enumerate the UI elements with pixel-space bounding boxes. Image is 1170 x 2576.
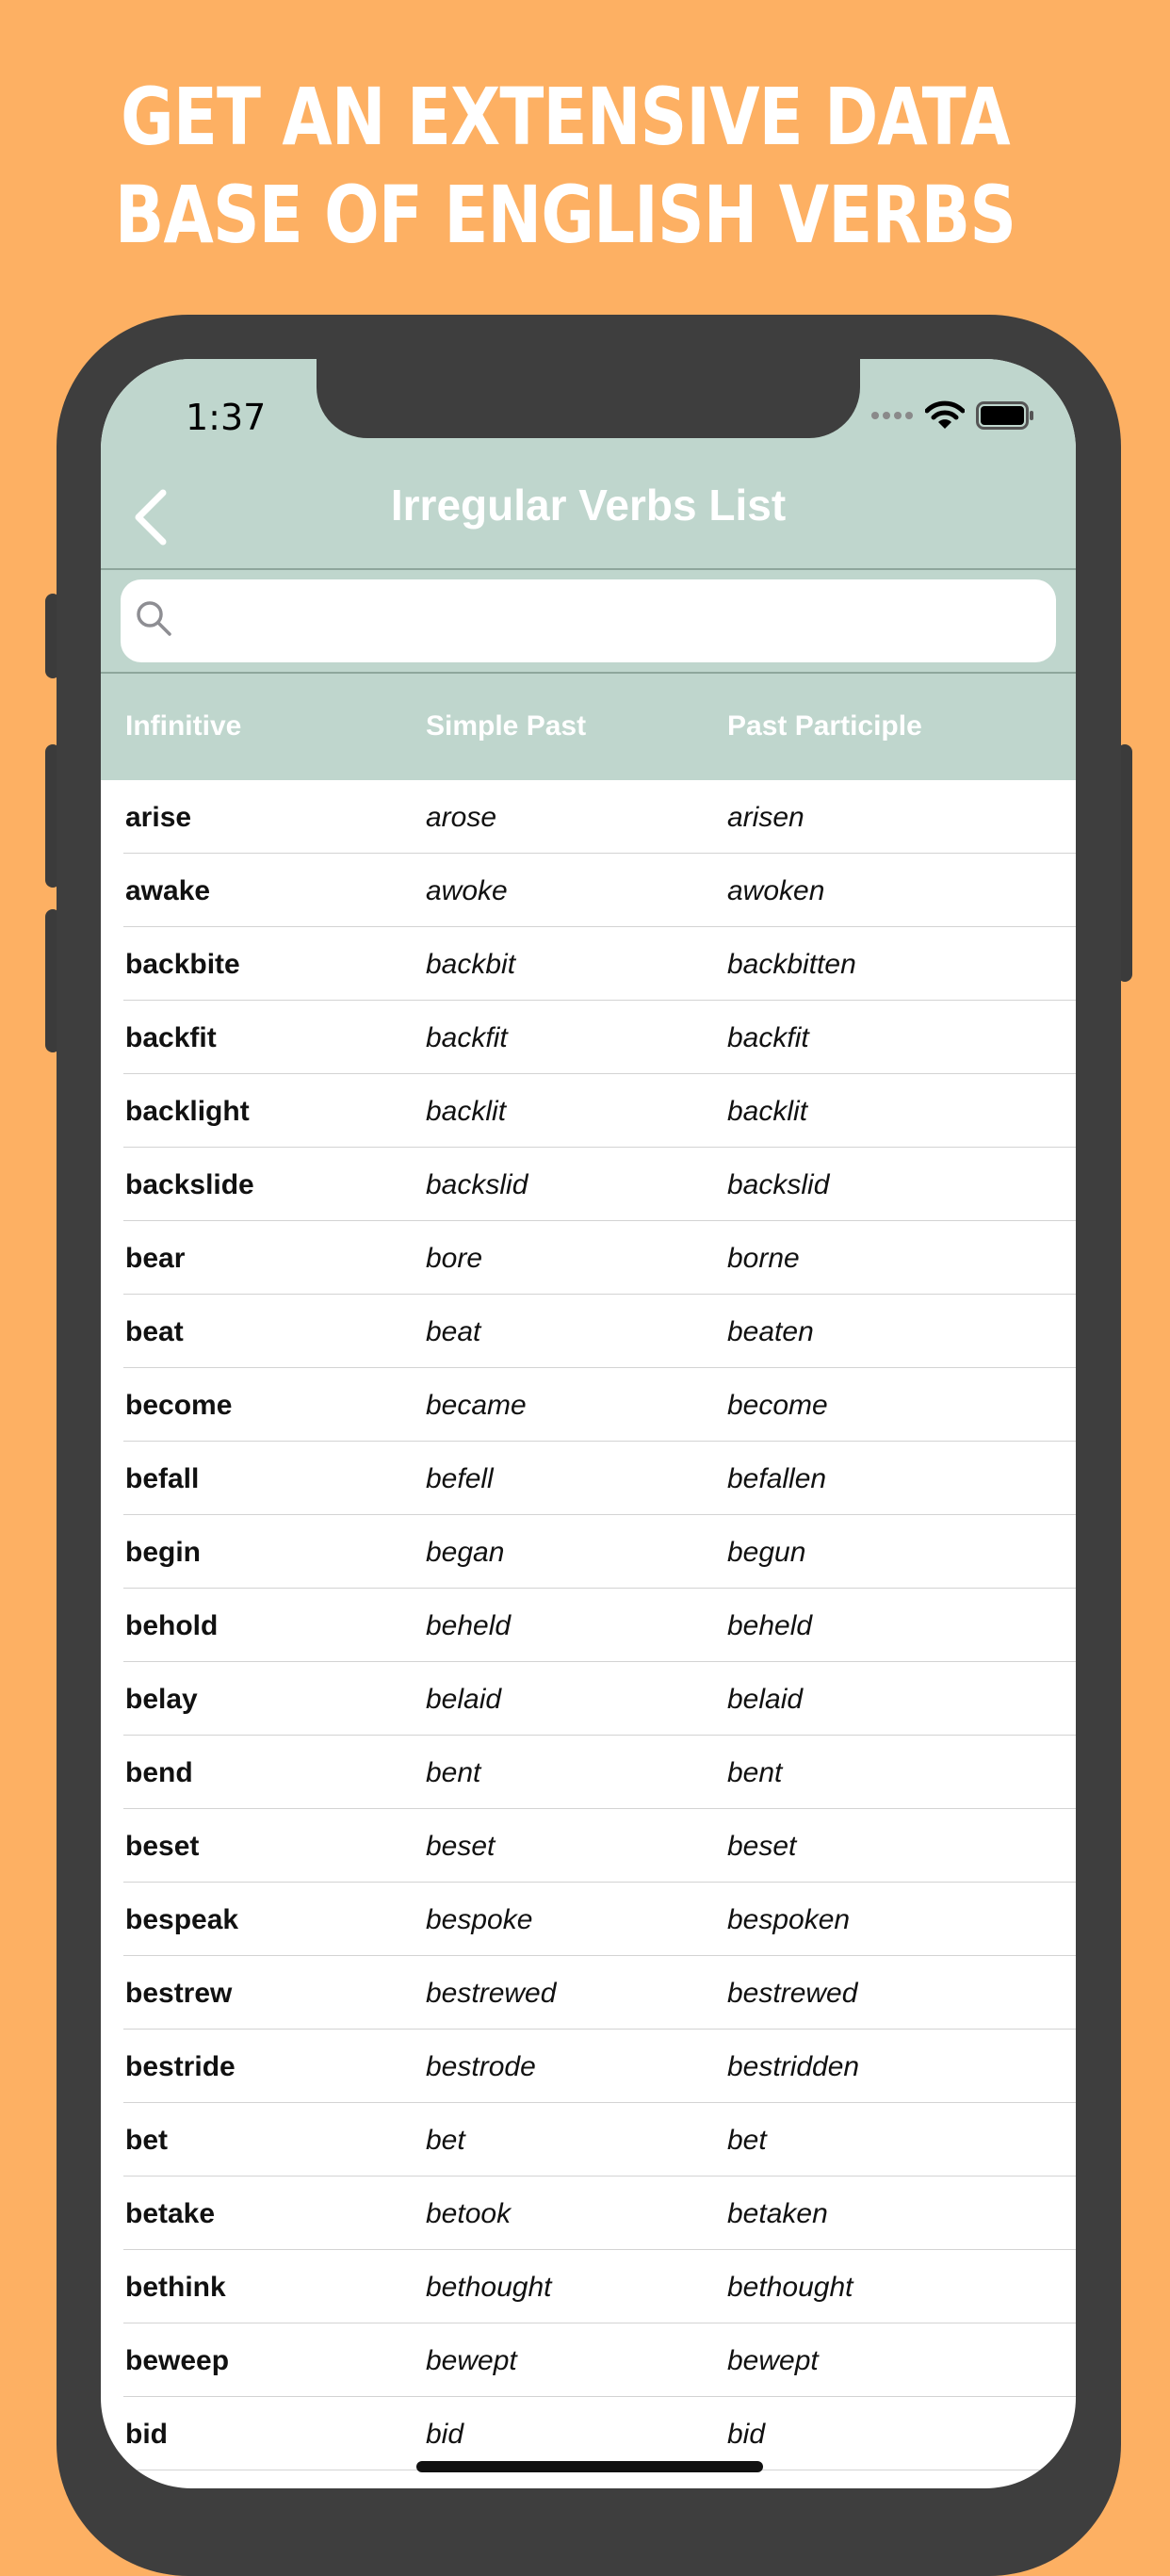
table-row[interactable] xyxy=(101,1221,1076,1295)
infinitive-cell: bestrew xyxy=(125,1978,233,2009)
infinitive-cell: beset xyxy=(125,1831,200,1862)
past-participle-cell: beheld xyxy=(727,1610,813,1641)
table-row[interactable] xyxy=(101,780,1076,854)
past-participle-cell: bid xyxy=(727,2419,766,2450)
infinitive-cell: awake xyxy=(125,875,211,906)
past-participle-cell: backslid xyxy=(727,1169,830,1200)
past-participle-cell: bestridden xyxy=(727,2051,860,2082)
status-icons xyxy=(870,400,1034,431)
column-header-past-participle: Past Participle xyxy=(727,710,922,742)
past-participle-cell: bet xyxy=(727,2125,767,2156)
infinitive-cell: backbite xyxy=(125,949,240,980)
past-participle-cell: betaken xyxy=(727,2198,828,2229)
simple-past-cell: belaid xyxy=(426,1684,502,1715)
past-participle-cell: beset xyxy=(727,1831,797,1862)
past-participle-cell: begun xyxy=(727,1537,806,1568)
infinitive-cell: behold xyxy=(125,1610,219,1641)
table-row[interactable] xyxy=(101,1295,1076,1368)
past-participle-cell: bestrewed xyxy=(727,1978,858,2009)
table-row[interactable] xyxy=(101,1883,1076,1956)
simple-past-cell: began xyxy=(426,1537,505,1568)
infinitive-cell: bend xyxy=(125,1757,193,1788)
table-row[interactable] xyxy=(101,1662,1076,1736)
simple-past-cell: backbit xyxy=(426,949,516,980)
simple-past-cell: befell xyxy=(426,1463,494,1494)
simple-past-cell: beset xyxy=(426,1831,496,1862)
past-participle-cell: bent xyxy=(727,1757,783,1788)
past-participle-cell: awoken xyxy=(727,875,825,906)
infinitive-cell: bespeak xyxy=(125,1904,239,1935)
table-row[interactable] xyxy=(101,927,1076,1001)
simple-past-cell: bewept xyxy=(426,2345,517,2376)
simple-past-cell: bet xyxy=(426,2125,465,2156)
table-row[interactable] xyxy=(101,1736,1076,1809)
past-participle-cell: backbitten xyxy=(727,949,856,980)
table-row[interactable] xyxy=(101,1515,1076,1589)
home-indicator xyxy=(416,2461,763,2472)
table-row[interactable] xyxy=(101,1368,1076,1442)
page-title: Irregular Verbs List xyxy=(390,481,787,530)
infinitive-cell: begin xyxy=(125,1537,201,1568)
simple-past-cell: became xyxy=(426,1390,527,1421)
table-row[interactable] xyxy=(101,854,1076,927)
search-input[interactable] xyxy=(187,593,1038,651)
infinitive-cell: backlight xyxy=(125,1096,250,1127)
simple-past-cell: bespoke xyxy=(426,1904,533,1935)
table-row[interactable] xyxy=(101,2323,1076,2397)
table-row[interactable] xyxy=(101,2250,1076,2323)
infinitive-cell: bear xyxy=(125,1243,186,1274)
headline-line-1: GET AN EXTENSIVE DATA xyxy=(121,71,1010,163)
column-header-infinitive: Infinitive xyxy=(125,710,242,742)
infinitive-cell: betake xyxy=(125,2198,216,2229)
app-screen xyxy=(101,359,1076,2488)
infinitive-cell: beweep xyxy=(125,2345,230,2376)
infinitive-cell: bet xyxy=(125,2125,168,2156)
simple-past-cell: awoke xyxy=(426,875,508,906)
infinitive-cell: become xyxy=(125,1390,233,1421)
table-row[interactable] xyxy=(101,1442,1076,1515)
past-participle-cell: befallen xyxy=(727,1463,827,1494)
table-row[interactable] xyxy=(101,1148,1076,1221)
infinitive-cell: backslide xyxy=(125,1169,254,1200)
infinitive-cell: belay xyxy=(125,1684,198,1715)
simple-past-cell: backfit xyxy=(426,1022,508,1053)
verbs-table xyxy=(101,780,1076,2470)
headline-line-2: BASE OF ENGLISH VERBS xyxy=(114,169,1016,261)
past-participle-cell: bethought xyxy=(727,2272,853,2303)
table-row[interactable] xyxy=(101,2030,1076,2103)
infinitive-cell: bestride xyxy=(125,2051,236,2082)
column-header-simple-past: Simple Past xyxy=(426,710,587,742)
table-row[interactable] xyxy=(101,1956,1076,2030)
status-time: 1:37 xyxy=(186,397,267,438)
past-participle-cell: backlit xyxy=(727,1096,808,1127)
infinitive-cell: bid xyxy=(125,2419,168,2450)
table-row[interactable] xyxy=(101,2177,1076,2250)
battery-icon xyxy=(976,401,1034,430)
infinitive-cell: backfit xyxy=(125,1022,217,1053)
simple-past-cell: bestrewed xyxy=(426,1978,557,2009)
simple-past-cell: bid xyxy=(426,2419,464,2450)
marketing-headline xyxy=(102,68,1029,264)
table-row[interactable] xyxy=(101,2397,1076,2470)
table-row[interactable] xyxy=(101,1074,1076,1148)
simple-past-cell: backlit xyxy=(426,1096,507,1127)
search-bar[interactable] xyxy=(121,579,1056,662)
past-participle-cell: arisen xyxy=(727,802,804,833)
past-participle-cell: beaten xyxy=(727,1316,814,1347)
wifi-icon xyxy=(925,400,965,431)
search-divider xyxy=(101,672,1076,674)
simple-past-cell: bent xyxy=(426,1757,481,1788)
past-participle-cell: borne xyxy=(727,1243,800,1274)
search-icon xyxy=(136,600,173,638)
past-participle-cell: bespoken xyxy=(727,1904,851,1935)
simple-past-cell: betook xyxy=(426,2198,512,2229)
simple-past-cell: bethought xyxy=(426,2272,552,2303)
simple-past-cell: arose xyxy=(426,802,497,833)
infinitive-cell: befall xyxy=(125,1463,200,1494)
simple-past-cell: beat xyxy=(426,1316,481,1347)
simple-past-cell: beheld xyxy=(426,1610,512,1641)
simple-past-cell: bestrode xyxy=(426,2051,536,2082)
infinitive-cell: bethink xyxy=(125,2272,226,2303)
past-participle-cell: backfit xyxy=(727,1022,809,1053)
infinitive-cell: arise xyxy=(125,802,192,833)
signal-dots-icon xyxy=(870,410,914,421)
past-participle-cell: bewept xyxy=(727,2345,819,2376)
phone-notch xyxy=(317,359,860,438)
past-participle-cell: become xyxy=(727,1390,828,1421)
table-row[interactable] xyxy=(101,1809,1076,1883)
table-row[interactable] xyxy=(101,1589,1076,1662)
simple-past-cell: backslid xyxy=(426,1169,528,1200)
table-row[interactable] xyxy=(101,1001,1076,1074)
nav-divider xyxy=(101,568,1076,570)
simple-past-cell: bore xyxy=(426,1243,483,1274)
past-participle-cell: belaid xyxy=(727,1684,804,1715)
infinitive-cell: beat xyxy=(125,1316,184,1347)
table-row[interactable] xyxy=(101,2103,1076,2177)
